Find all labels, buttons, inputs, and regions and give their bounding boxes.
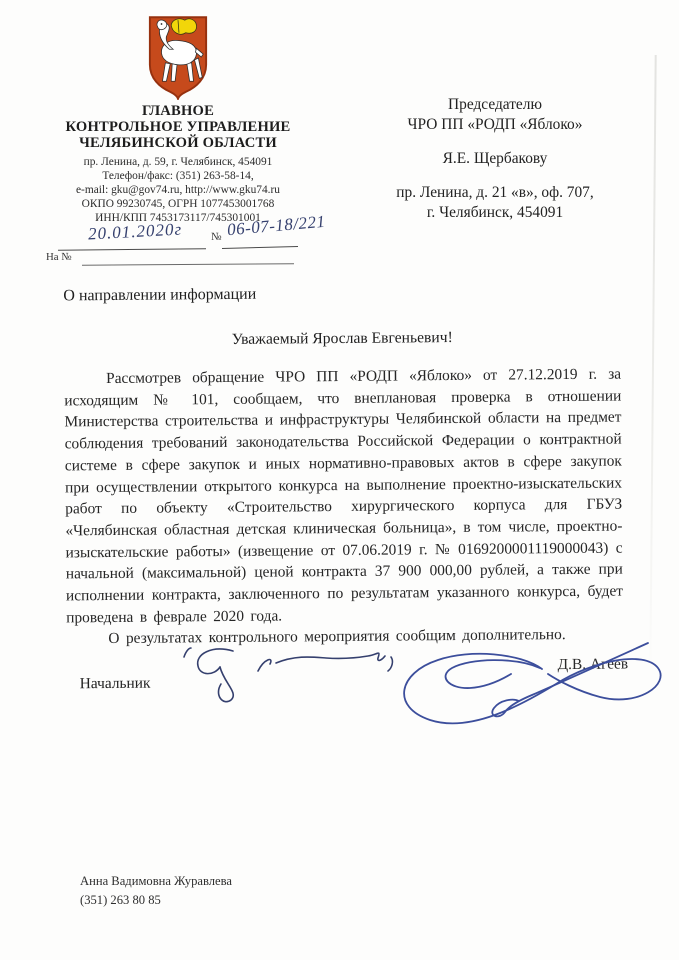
number-sign-label: № (211, 231, 222, 243)
org-inn-kpp: ИНН/КПП 7453173117/745301001 (95, 212, 261, 225)
org-okpo-ogrn: ОКПО 99230745, ОГРН 1077453001768 (81, 198, 275, 211)
signer-name: Д.В. Агеев (557, 655, 629, 674)
org-name-line: ЧЕЛЯБИНСКОЙ ОБЛАСТИ (79, 134, 277, 151)
handwritten-outgoing-number: 06-07-18/221 (226, 211, 327, 240)
executor-phone: (351) 263 80 85 (80, 893, 161, 907)
addressee-org: ЧРО ПП «РОДП «Яблоко» (407, 116, 583, 133)
org-email-site: e-mail: gku@gov74.ru, http://www.gku74.ru (75, 184, 280, 197)
addressee-street: пр. Ленина, д. 21 «в», оф. 707, (396, 184, 594, 201)
org-name-line: КОНТРОЛЬНОЕ УПРАВЛЕНИЕ (65, 118, 291, 135)
executor-block (80, 872, 232, 910)
org-address: пр. Ленина, д. 59, г. Челябинск, 454091 (83, 156, 273, 169)
handwritten-date: 20.01.2020г (87, 219, 183, 244)
org-name-line: ГЛАВНОЕ (141, 103, 215, 119)
signer-position: Начальник (79, 674, 151, 693)
salutation: Уважаемый Ярослав Евгеньевич! (231, 329, 453, 348)
executor-name: Анна Вадимовна Журавлева (80, 874, 233, 888)
body-paragraph: Рассмотрев обращение ЧРО ПП «РОДП «Яблоко» от 27.12.2019 г. за исходящим № 101, сообщаем, что внеплановая проверка в отношении Министерства строительства и инфраструктуры Челябинской области на предмет соблюдения требований законодательства Российской Федерации о контрактной системе в сфере закупок и иных нормативно-правовых актов в сфере закупок при осуществлении открытого конкурса на выполнение проектно-изыскательских работ по объекту «Строительство хирургического корпуса для ГБУЗ «Челябинская областная детская клиническая больница», в том числе, проектно-изыскательские работы» (извещение от 07.06.2019 г. № 0169200001119000043) с начальной (максимальной) ценой контракта 37 900 000,00 рублей, а также при исполнении контракта, заключенного по результатам указанного конкурса, будет проведена в феврале 2020 года. (64, 365, 624, 627)
letter-body (64, 364, 623, 651)
addressee-person: Я.Е. Щербакову (442, 150, 548, 167)
subject-line: О направлении информации (63, 285, 257, 305)
body-paragraph: О результатах контрольного мероприятия сообщим дополнительно. (108, 626, 566, 648)
addressee-city: г. Челябинск, 454091 (426, 204, 564, 221)
reply-to-label: На № (46, 251, 72, 263)
addressee-title: Председателю (448, 96, 542, 113)
org-phone: Телефон/факс: (351) 263-58-14, (102, 170, 254, 183)
